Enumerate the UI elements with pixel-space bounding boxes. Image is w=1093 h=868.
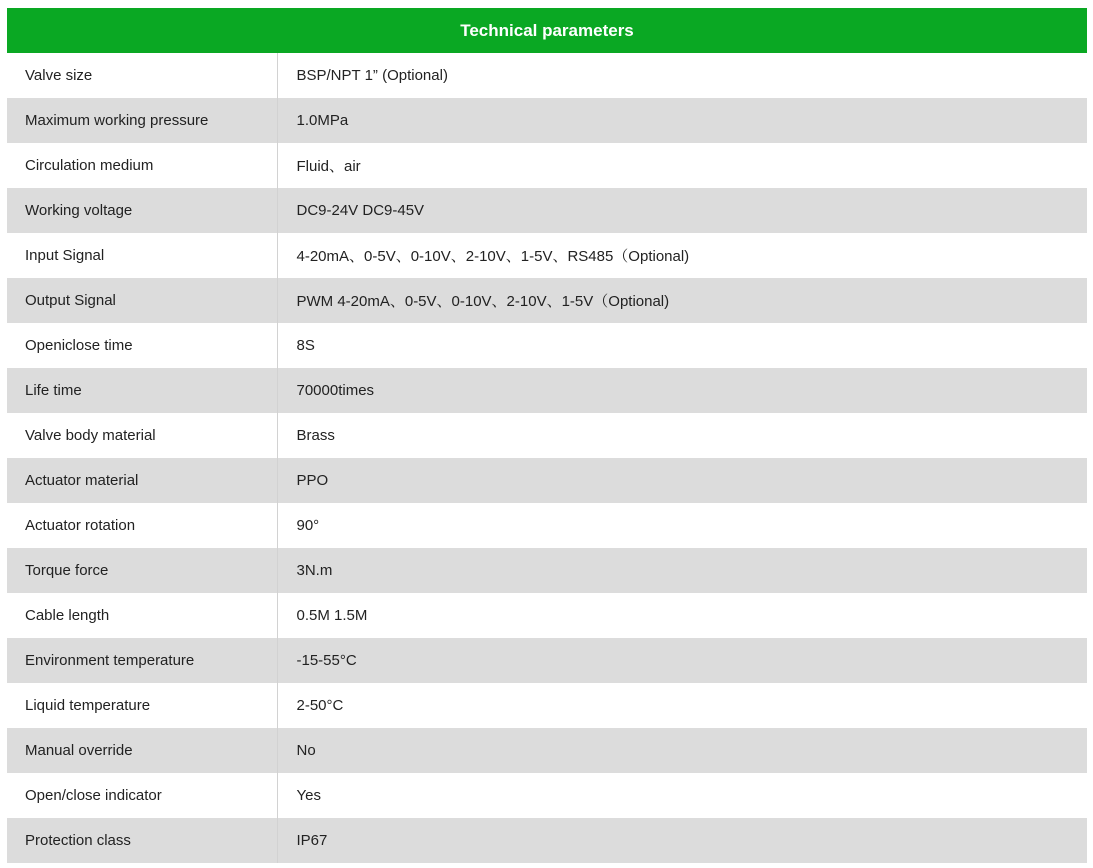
parameter-value: Brass <box>277 413 1087 458</box>
table-row <box>7 368 1087 413</box>
table-row <box>7 818 1087 863</box>
parameter-value: 8S <box>277 323 1087 368</box>
parameter-label: Liquid temperature <box>7 683 277 728</box>
table-row <box>7 593 1087 638</box>
parameter-label: Maximum working pressure <box>7 98 277 143</box>
parameter-label: Valve body material <box>7 413 277 458</box>
table-row <box>7 503 1087 548</box>
parameter-label: Life time <box>7 368 277 413</box>
parameter-label: Valve size <box>7 53 277 98</box>
table-row <box>7 278 1087 323</box>
parameter-label: Output Signal <box>7 278 277 323</box>
parameter-value: PWM 4-20mA、0-5V、0-10V、2-10V、1-5V（Optional) <box>277 278 1087 323</box>
table-row <box>7 773 1087 818</box>
parameter-value: No <box>277 728 1087 773</box>
parameter-value: 90° <box>277 503 1087 548</box>
parameter-value: 3N.m <box>277 548 1087 593</box>
parameter-label: Openiclose time <box>7 323 277 368</box>
table-header <box>7 8 1087 53</box>
table-row <box>7 323 1087 368</box>
table-row <box>7 728 1087 773</box>
parameter-label: Working voltage <box>7 188 277 233</box>
table-row <box>7 548 1087 593</box>
table-row <box>7 233 1087 278</box>
technical-parameters-section <box>7 8 1087 863</box>
parameter-label: Cable length <box>7 593 277 638</box>
parameter-label: Input Signal <box>7 233 277 278</box>
parameters-table-body <box>7 53 1087 863</box>
parameter-label: Open/close indicator <box>7 773 277 818</box>
parameter-label: Protection class <box>7 818 277 863</box>
parameter-value: Yes <box>277 773 1087 818</box>
table-row <box>7 143 1087 188</box>
parameter-value: 0.5M 1.5M <box>277 593 1087 638</box>
parameter-value: BSP/NPT 1” (Optional) <box>277 53 1087 98</box>
parameter-value: 70000times <box>277 368 1087 413</box>
parameter-label: Manual override <box>7 728 277 773</box>
parameter-value: IP67 <box>277 818 1087 863</box>
parameter-label: Circulation medium <box>7 143 277 188</box>
parameter-value: DC9-24V DC9-45V <box>277 188 1087 233</box>
parameter-value: 1.0MPa <box>277 98 1087 143</box>
table-row <box>7 53 1087 98</box>
parameter-label: Environment temperature <box>7 638 277 683</box>
table-row <box>7 413 1087 458</box>
parameter-label: Actuator material <box>7 458 277 503</box>
table-row <box>7 98 1087 143</box>
parameter-value: Fluid、air <box>277 143 1087 188</box>
table-row <box>7 683 1087 728</box>
parameters-table <box>7 53 1087 863</box>
table-row <box>7 188 1087 233</box>
table-row <box>7 638 1087 683</box>
parameter-value: -15-55°C <box>277 638 1087 683</box>
parameter-label: Actuator rotation <box>7 503 277 548</box>
parameter-value: PPO <box>277 458 1087 503</box>
parameter-value: 4-20mA、0-5V、0-10V、2-10V、1-5V、RS485（Optional) <box>277 233 1087 278</box>
parameter-label: Torque force <box>7 548 277 593</box>
parameter-value: 2-50°C <box>277 683 1087 728</box>
table-title: Technical parameters <box>460 20 634 40</box>
table-row <box>7 458 1087 503</box>
